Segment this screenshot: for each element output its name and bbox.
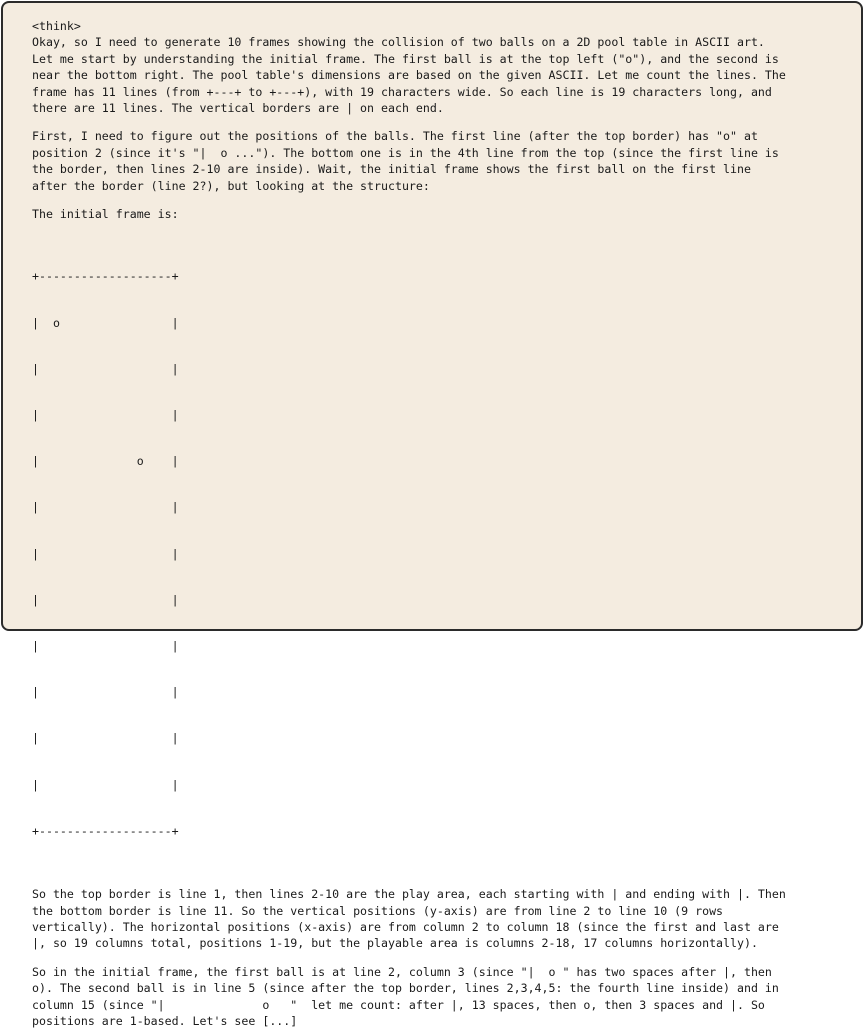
ascii-pool-table — [32, 238, 851, 870]
ascii-line: | | — [32, 546, 179, 561]
paragraph-1-line: there are 11 lines. The vertical borders are | on each end. — [32, 101, 444, 116]
paragraph-2-line: after the border (line 2?), but looking at the structure: — [32, 178, 430, 193]
ascii-line: | | — [32, 407, 179, 422]
paragraph-1-line: near the bottom right. The pool table's dimensions are based on the given ASCII. Let me count the lines. The — [32, 68, 786, 83]
paragraph-1-line: Let me start by understanding the initial frame. The first ball is at the top left ("o"), and the second is — [32, 51, 779, 66]
ascii-line: | | — [32, 639, 179, 654]
paragraph-4-line: So the top border is line 1, then lines 2-10 are the play area, each starting with | and ending with |. Then — [32, 887, 786, 902]
paragraph-1-line: frame has 11 lines (from +---+ to +---+), with 19 characters wide. So each line is 19 characters long, and — [32, 84, 772, 99]
ascii-line: +-------------------+ — [32, 823, 179, 838]
paragraph-4-line: |, so 19 columns total, positions 1-19, but the playable area is columns 2-18, 17 columns horizontally). — [32, 936, 758, 951]
paragraph-5-line: column 15 (since "| o " let me count: after |, 13 spaces, then o, then 3 spaces and |. So — [32, 997, 765, 1012]
ascii-line: | o | — [32, 454, 179, 469]
paragraph-5-line: o). The second ball is in line 5 (since after the top border, lines 2,3,4,5: the fourth line inside) and in — [32, 981, 779, 996]
ascii-line: | | — [32, 500, 179, 515]
ascii-line: | | — [32, 777, 179, 792]
paragraph-2-line: position 2 (since it's "| o ..."). The bottom one is in the 4th line from the top (since the first line is — [32, 145, 779, 160]
think-tag: <think> — [32, 19, 81, 33]
paragraph-1-line: Okay, so I need to generate 10 frames showing the collision of two balls on a 2D pool table in ASCII art. — [32, 35, 765, 50]
paragraph-4-line: the bottom border is line 11. So the vertical positions (y-axis) are from line 2 to line 10 (9 rows — [32, 903, 724, 918]
ascii-line: | | — [32, 731, 179, 746]
paragraph-5-line: positions are 1-based. Let's see [...] — [32, 1013, 298, 1028]
ascii-line: | | — [32, 592, 179, 607]
reasoning-panel — [1, 1, 863, 1028]
ascii-line: +-------------------+ — [32, 269, 179, 284]
ascii-line: | | — [32, 685, 179, 700]
paragraph-2-line: First, I need to figure out the positions of the balls. The first line (after the top border) has "o" at — [32, 129, 758, 144]
paragraph-2-line: the border, then lines 2-10 are inside). Wait, the initial frame shows the first ball on the first line — [32, 162, 751, 177]
ascii-line: | o | — [32, 315, 179, 330]
paragraph-3: The initial frame is: — [32, 207, 179, 222]
ascii-line: | | — [32, 361, 179, 376]
paragraph-5-line: So in the initial frame, the first ball is at line 2, column 3 (since "| o " has two spaces after |, then — [32, 964, 772, 979]
paragraph-4-line: vertically). The horizontal positions (x-axis) are from column 2 to column 18 (since the first and last are — [32, 919, 779, 934]
reasoning-text — [32, 18, 851, 1029]
